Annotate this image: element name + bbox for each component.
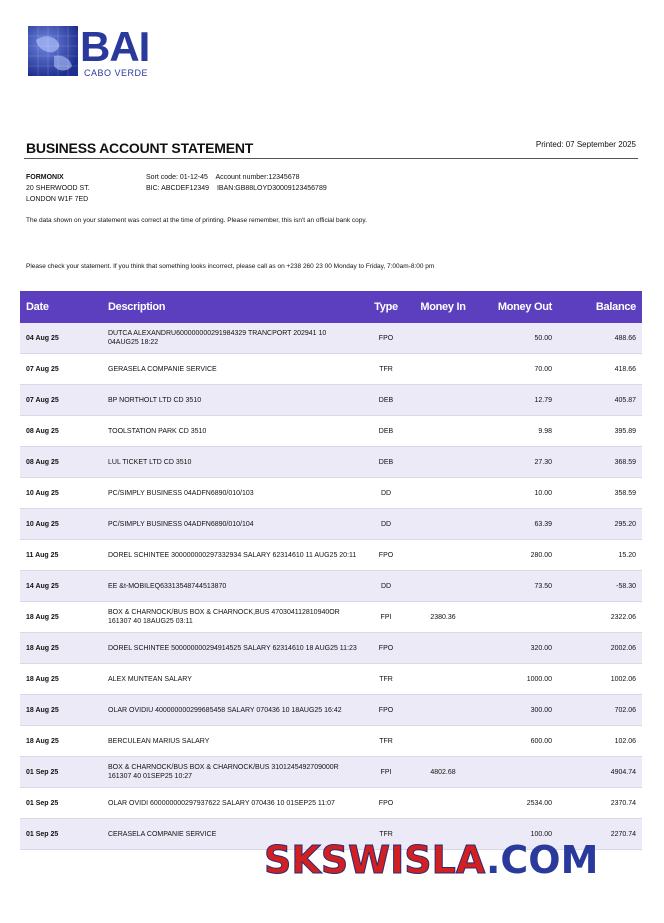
cell-money-out: 50.00 — [478, 323, 558, 354]
table-header-row — [20, 291, 642, 323]
cell-money-out: 320.00 — [478, 633, 558, 664]
cell-date: 01 Sep 25 — [20, 757, 102, 788]
cell-description: BOX & CHARNOCK/BUS BOX & CHARNOCK,BUS 470304112810940OR 161307 40 18AUG25 03:11 — [102, 602, 364, 633]
cell-type: TFR — [364, 726, 408, 757]
cell-description: TOOLSTATION PARK CD 3510 — [102, 416, 364, 447]
cell-date: 18 Aug 25 — [20, 602, 102, 633]
cell-type: DD — [364, 478, 408, 509]
cell-type: TFR — [364, 664, 408, 695]
cell-balance: 2270.74 — [558, 819, 642, 850]
statement-title: BUSINESS ACCOUNT STATEMENT — [26, 140, 254, 156]
cell-balance: 405.87 — [558, 385, 642, 416]
cell-money-out: 600.00 — [478, 726, 558, 757]
account-number: Account number:12345678 — [215, 174, 300, 181]
table-row — [20, 323, 642, 354]
table-row — [20, 571, 642, 602]
cell-money-out: 100.00 — [478, 819, 558, 850]
cell-balance: 15.20 — [558, 540, 642, 571]
cell-type: FPO — [364, 540, 408, 571]
cell-money-out: 12.79 — [478, 385, 558, 416]
cell-date: 10 Aug 25 — [20, 478, 102, 509]
header-date: Date — [20, 291, 102, 323]
cell-money-in — [408, 788, 478, 819]
bank-subtitle: CABO VERDE — [84, 68, 149, 78]
cell-balance: -58.30 — [558, 571, 642, 602]
cell-date: 18 Aug 25 — [20, 664, 102, 695]
cell-money-in — [408, 416, 478, 447]
customer-name: FORMONIX — [26, 174, 64, 181]
table-row — [20, 695, 642, 726]
transactions-table — [20, 291, 642, 850]
cell-type: DEB — [364, 416, 408, 447]
header-money-in: Money In — [408, 291, 478, 323]
table-row — [20, 416, 642, 447]
cell-date: 18 Aug 25 — [20, 726, 102, 757]
cell-money-out: 300.00 — [478, 695, 558, 726]
table-row — [20, 509, 642, 540]
address-line-1: 20 SHERWOOD ST. — [26, 185, 90, 192]
cell-money-in — [408, 695, 478, 726]
cell-description: DOREL SCHINTEE 300000000297332934 SALARY 62314610 11 AUG25 20:11 — [102, 540, 364, 571]
cell-description: PC/SIMPLY BUSINESS 04ADFN6890/010/104 — [102, 509, 364, 540]
header-description: Description — [102, 291, 364, 323]
cell-money-in — [408, 509, 478, 540]
cell-balance: 102.06 — [558, 726, 642, 757]
cell-money-out: 10.00 — [478, 478, 558, 509]
cell-money-in — [408, 447, 478, 478]
sort-code: Sort code: 01-12-45 — [146, 174, 208, 181]
cell-date: 07 Aug 25 — [20, 354, 102, 385]
cell-type: DEB — [364, 447, 408, 478]
cell-description: ALEX MUNTEAN SALARY — [102, 664, 364, 695]
bank-logo — [28, 23, 208, 86]
cell-description: BERCULEAN MARIUS SALARY — [102, 726, 364, 757]
header-money-out: Money Out — [478, 291, 558, 323]
cell-date: 14 Aug 25 — [20, 571, 102, 602]
cell-date: 08 Aug 25 — [20, 416, 102, 447]
cell-balance: 295.20 — [558, 509, 642, 540]
cell-description: DUTCA ALEXANDRU600000000291984329 TRANCPORT 202941 10 04AUG25 18:22 — [102, 323, 364, 354]
customer-address — [26, 172, 90, 205]
cell-money-in — [408, 540, 478, 571]
table-row — [20, 478, 642, 509]
table-row — [20, 726, 642, 757]
cell-money-in: 4802.68 — [408, 757, 478, 788]
globe-icon — [28, 26, 78, 76]
watermark-part-2: .COM — [485, 838, 599, 882]
table-row — [20, 540, 642, 571]
cell-description: OLAR OVIDI 600000000297937622 SALARY 070436 10 01SEP25 11:07 — [102, 788, 364, 819]
cell-date: 01 Sep 25 — [20, 788, 102, 819]
cell-money-out: 9.98 — [478, 416, 558, 447]
cell-type: DD — [364, 571, 408, 602]
cell-money-out: 1000.00 — [478, 664, 558, 695]
title-divider — [24, 158, 638, 159]
cell-money-in — [408, 323, 478, 354]
disclaimer-note: The data shown on your statement was correct at the time of printing. Please remember, this isn't an official bank copy. — [26, 217, 367, 224]
cell-money-in — [408, 478, 478, 509]
cell-date: 18 Aug 25 — [20, 695, 102, 726]
cell-description: LUL TICKET LTD CD 3510 — [102, 447, 364, 478]
cell-type: DD — [364, 509, 408, 540]
address-line-2: LONDON W1F 7ED — [26, 196, 89, 203]
cell-money-in — [408, 664, 478, 695]
cell-balance: 488.66 — [558, 323, 642, 354]
cell-money-out: 2534.00 — [478, 788, 558, 819]
cell-money-in — [408, 726, 478, 757]
cell-date: 08 Aug 25 — [20, 447, 102, 478]
cell-balance: 358.59 — [558, 478, 642, 509]
cell-description: BP NORTHOLT LTD CD 3510 — [102, 385, 364, 416]
header-balance: Balance — [558, 291, 642, 323]
cell-money-out: 27.30 — [478, 447, 558, 478]
cell-money-out: 70.00 — [478, 354, 558, 385]
cell-balance: 1002.06 — [558, 664, 642, 695]
cell-money-out — [478, 757, 558, 788]
account-details — [146, 172, 333, 194]
cell-description: EE &t-MOBILEQ63313548744513870 — [102, 571, 364, 602]
cell-type: FPO — [364, 695, 408, 726]
table-row — [20, 385, 642, 416]
cell-description: CERASELA COMPANIE SERVICE — [102, 819, 364, 850]
cell-date: 18 Aug 25 — [20, 633, 102, 664]
cell-date: 10 Aug 25 — [20, 509, 102, 540]
cell-money-in: 2380.36 — [408, 602, 478, 633]
cell-balance: 2370.74 — [558, 788, 642, 819]
cell-date: 04 Aug 25 — [20, 323, 102, 354]
cell-money-in — [408, 571, 478, 602]
cell-type: FPI — [364, 602, 408, 633]
table-row — [20, 602, 642, 633]
bic: BIC: ABCDEF12349 — [146, 185, 210, 192]
table-row — [20, 633, 642, 664]
cell-type: TFR — [364, 819, 408, 850]
cell-description: GERASELA COMPANIE SERVICE — [102, 354, 364, 385]
cell-balance: 2322.06 — [558, 602, 642, 633]
cell-date: 11 Aug 25 — [20, 540, 102, 571]
printed-date: Printed: 07 September 2025 — [535, 140, 636, 149]
cell-money-out: 280.00 — [478, 540, 558, 571]
table-row — [20, 354, 642, 385]
cell-type: FPO — [364, 633, 408, 664]
header-type: Type — [364, 291, 408, 323]
cell-date: 07 Aug 25 — [20, 385, 102, 416]
cell-description: BOX & CHARNOCK/BUS BOX & CHARNOCK/BUS 3101245492709000R 161307 40 01SEP25 10:27 — [102, 757, 364, 788]
cell-type: TFR — [364, 354, 408, 385]
cell-balance: 418.66 — [558, 354, 642, 385]
cell-type: DEB — [364, 385, 408, 416]
cell-money-out: 63.39 — [478, 509, 558, 540]
cell-type: FPO — [364, 788, 408, 819]
watermark-part-1: SKSWISLA — [264, 838, 486, 882]
cell-date: 01 Sep 25 — [20, 819, 102, 850]
table-row — [20, 664, 642, 695]
cell-money-in — [408, 633, 478, 664]
cell-money-out: 73.50 — [478, 571, 558, 602]
cell-money-in — [408, 354, 478, 385]
bank-name: BAI — [80, 23, 150, 70]
table-row — [20, 757, 642, 788]
cell-balance: 368.59 — [558, 447, 642, 478]
cell-description: DOREL SCHINTEE 500000000294914525 SALARY 62314610 18 AUG25 11:23 — [102, 633, 364, 664]
cell-money-in — [408, 385, 478, 416]
cell-description: PC/SIMPLY BUSINESS 04ADFN6890/010/103 — [102, 478, 364, 509]
table-row — [20, 788, 642, 819]
cell-type: FPO — [364, 323, 408, 354]
cell-type: FPI — [364, 757, 408, 788]
cell-description: OLAR OVIDIU 400000000299685458 SALARY 070436 10 18AUG25 16:42 — [102, 695, 364, 726]
cell-balance: 395.89 — [558, 416, 642, 447]
cell-money-out — [478, 602, 558, 633]
iban: IBAN:GB88LOYD30009123456789 — [216, 185, 327, 192]
cell-balance: 2002.06 — [558, 633, 642, 664]
contact-note: Please check your statement. If you think that something looks incorrect, please call as on +238 260 23 00 Monday to Friday, 7:00am-8:00 pm — [26, 263, 435, 270]
cell-balance: 4904.74 — [558, 757, 642, 788]
cell-balance: 702.06 — [558, 695, 642, 726]
table-row — [20, 447, 642, 478]
watermark — [264, 838, 598, 882]
